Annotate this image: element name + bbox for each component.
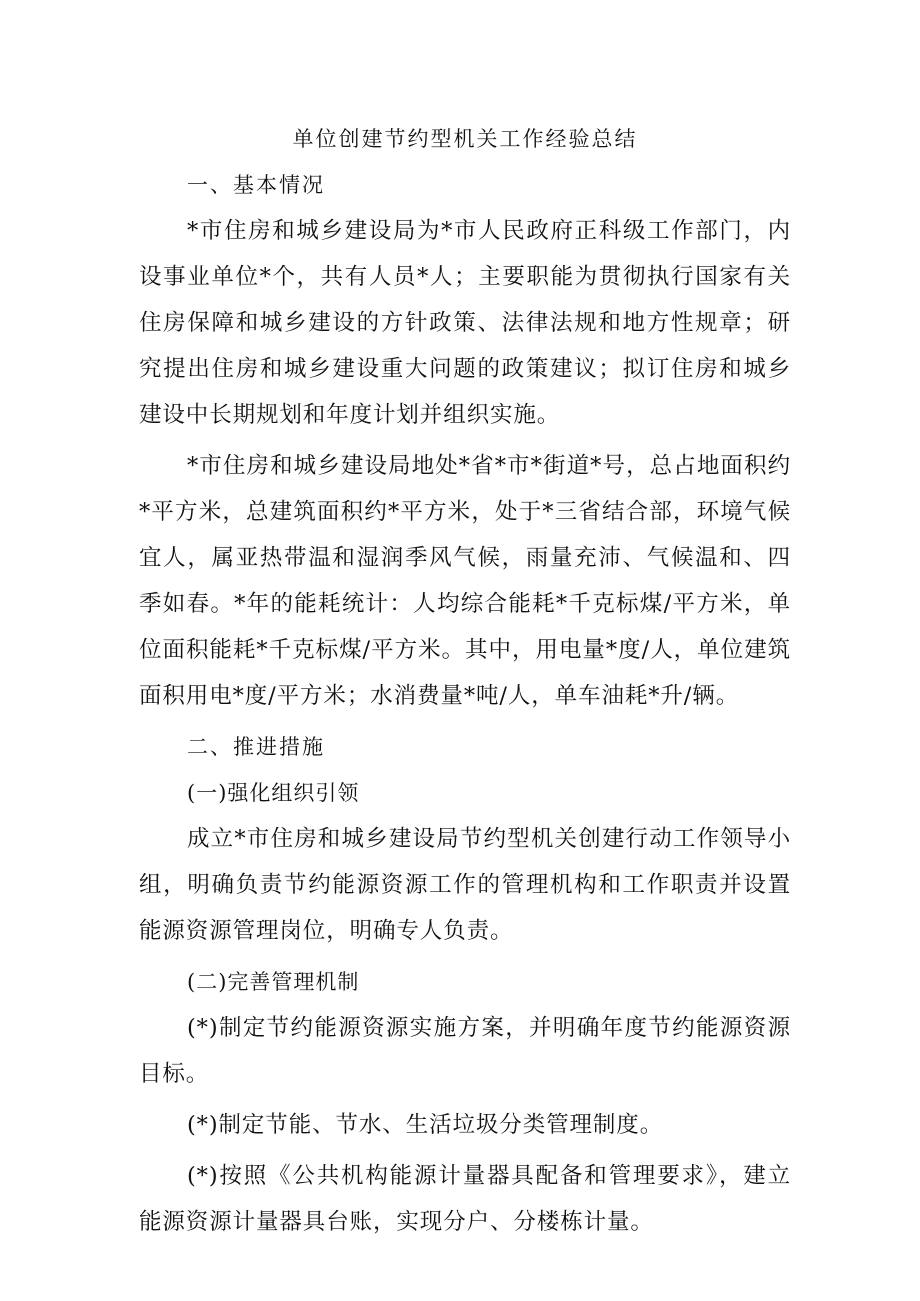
subsection-1-heading: (一)强化组织引领 xyxy=(187,781,360,805)
section-1-paragraph-2: *市住房和城乡建设局地处*省*市*街道*号，总占地面积约*平方米，总建筑面积约*平方米，处于*三省结合部，环境气候宜人，属亚热带温和湿润季风气候，雨量充沛、气候温和、四季如春。*年的能耗统计：人均综合能耗*千克标煤/平方米，单位面积能耗*千克标煤/平方米。其中，用电量*度/人，单位建筑面积用电*度/平方米；水消费量*吨/人，单车油耗*升/辆。 xyxy=(139,453,791,709)
subsection-1-paragraph-1: 成立*市住房和城乡建设局节约型机关创建行动工作领导小组，明确负责节约能源资源工作的管理机构和工作职责并设置能源资源管理岗位，明确专人负责。 xyxy=(139,826,791,944)
section-2-heading: 二、推进措施 xyxy=(187,735,325,759)
section-1-paragraph-1: *市住房和城乡建设局为*市人民政府正科级工作部门，内设事业单位*个，共有人员*人；主要职能为贯彻执行国家有关住房保障和城乡建设的方针政策、法律法规和地方性规章；研究提出住房和城乡建设重大问题的政策建议；拟订住房和城乡建设中长期规划和年度计划并组织实施。 xyxy=(139,218,791,428)
document-title: 单位创建节约型机关工作经验总结 xyxy=(292,127,638,151)
subsection-2-paragraph-1: (*)制定节约能源资源实施方案，并明确年度节约能源资源目标。 xyxy=(139,1015,791,1087)
document-page xyxy=(139,116,791,1245)
subsection-2-heading: (二)完善管理机制 xyxy=(187,970,360,994)
subsection-2-paragraph-2: (*)制定节能、节水、生活垃圾分类管理制度。 xyxy=(187,1112,664,1138)
section-1-heading: 一、基本情况 xyxy=(187,173,325,197)
subsection-2-paragraph-3: (*)按照《公共机构能源计量器具配备和管理要求》，建立能源资源计量器具台账，实现分户、分楼栋计量。 xyxy=(139,1163,791,1235)
